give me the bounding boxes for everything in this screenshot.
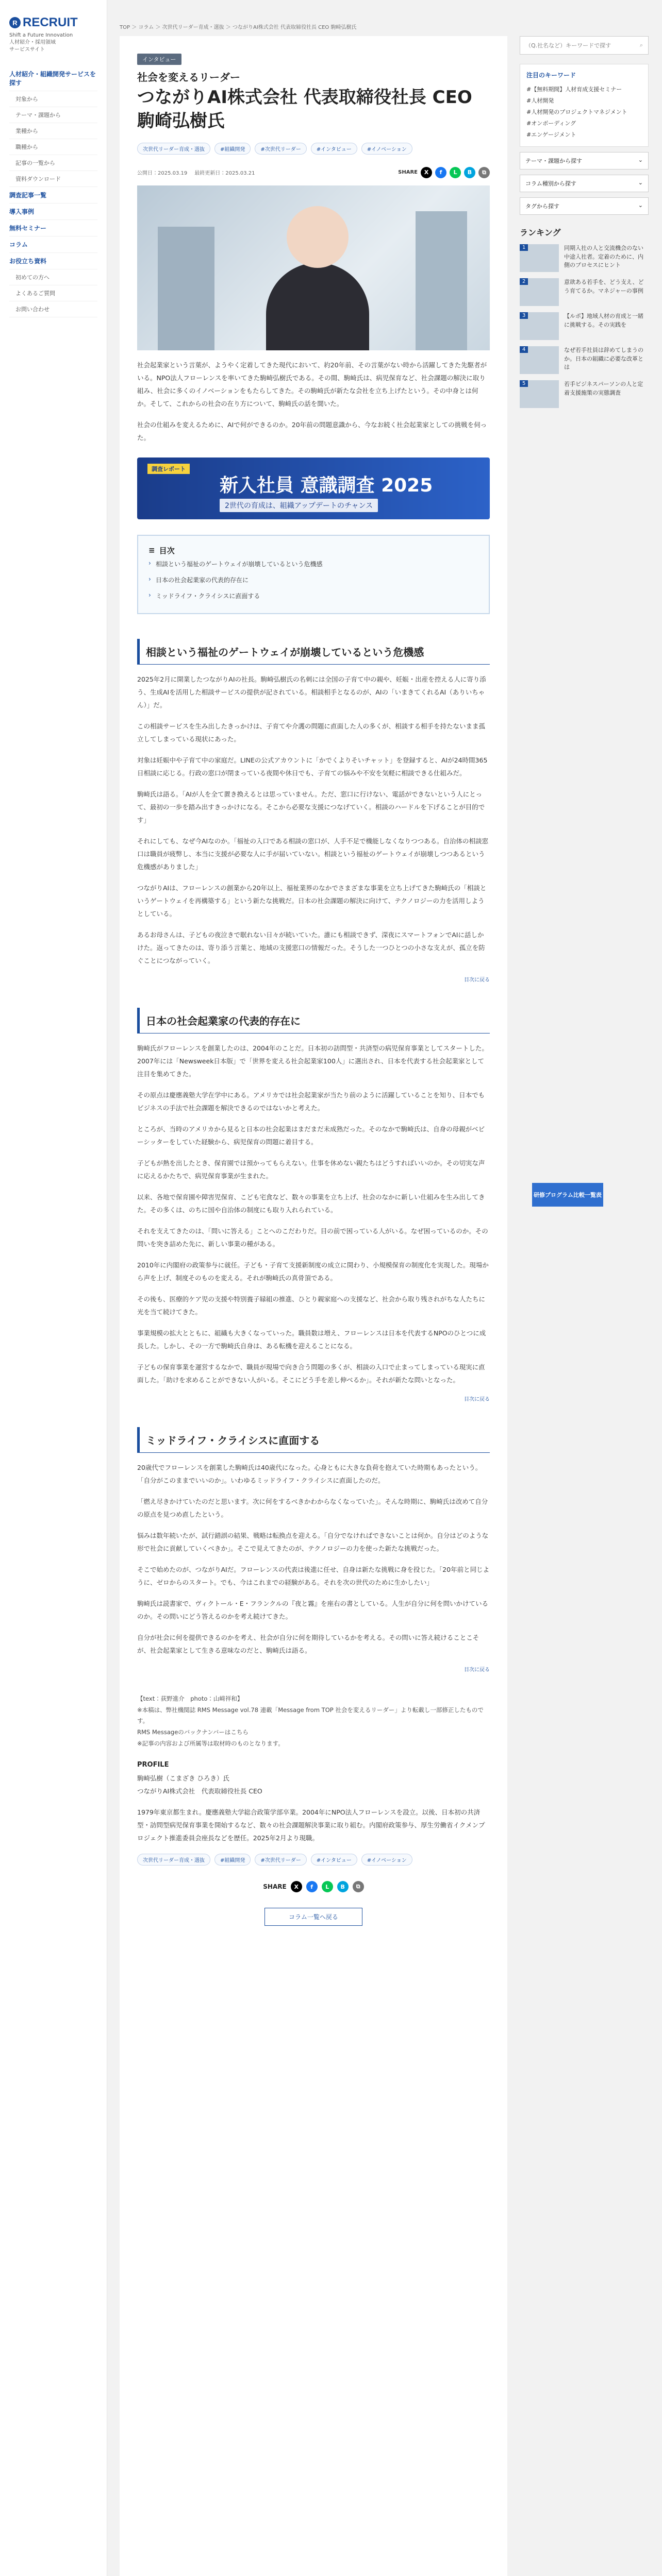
copy-link-icon[interactable]: ⧉ (478, 167, 490, 178)
paragraph: つながりAIは、フローレンスの創業から20年以上、福祉業界のなかでさまざまな事業を立ち上げてきた駒崎氏の「相談というゲートウェイを再構築する」という新たな挑戦だ。日本の社会課題の解決に向けて、テクノロジーの力を活用しようとしている。 (137, 884, 487, 918)
back-to-toc-link[interactable]: 目次に戻る (464, 1396, 490, 1402)
tag-chip[interactable]: 次世代リーダー育成・選抜 (137, 143, 210, 155)
tag-chip[interactable]: #次世代リーダー (255, 143, 306, 155)
bottom-chips (137, 1854, 490, 1866)
right-sidebar (520, 36, 649, 408)
paragraph: その後も、医療的ケア児の支援や特別養子縁組の推進、ひとり親家庭への支援など、社会から取り残されがちな人たちに光を当て続けてきた。 (137, 1295, 486, 1316)
sidebar-item[interactable]: 人材紹介・組織開発サービスを探す (9, 66, 97, 91)
paragraph: そこで始めたのが、つながりAIだ。フローレンスの代表は後進に任せ、自身は新たな挑戦に身を投じた。「20年前と同じように、ゼロからのスタート。でも、今はこれまでの経験がある。それを次の世代のために生かしたい」 (137, 1565, 490, 1586)
ranking-title-text: 同期入社の人と交流機会のない中途入社者。定着のために、内側のプロセスにヒント (564, 245, 643, 268)
sidebar (0, 0, 107, 2576)
section-1-body (137, 673, 490, 967)
filter-select-label: コラム種別から探す (525, 180, 576, 187)
hatena-share-icon[interactable]: B (464, 167, 475, 178)
ranking-title-text: 意欲ある若手を、どう支え、どう育てるか。マネジャーの事例 (564, 279, 644, 294)
toc-list (148, 556, 478, 604)
share-icons-top (398, 167, 490, 178)
paragraph: 子どもが熱を出したとき、保育園では預かってもらえない。仕事を休めない親たちはどうすればいいのか。その切実な声に応えるかたちで、病児保育事業が生まれた。 (137, 1159, 485, 1180)
paragraph: その原点は慶應義塾大学在学中にある。アメリカでは社会起業家が当たり前のように活躍していることを知り、日本でもビジネスの手法で社会課題を解決できるのではないかと考えた。 (137, 1091, 485, 1112)
sidebar-item[interactable]: 導入事例 (9, 204, 97, 220)
tag-chip[interactable]: #イノベーション (361, 1854, 412, 1866)
paragraph: 悩みは数年続いたが、試行錯誤の結果、戦略は転換点を迎える。「自分でなければできないことは何か。自分はどのような形で社会に貢献していくべきか」。そこで見えてきたのが、テクノロジーの力を使った新たな挑戦だった。 (137, 1531, 489, 1552)
sidebar-item[interactable]: 記事の一覧から (9, 155, 97, 171)
tag-chip[interactable]: 次世代リーダー育成・選抜 (137, 1854, 210, 1866)
hero-person-face (287, 206, 349, 268)
ranking-thumbnail (520, 346, 559, 374)
ranking-thumbnail (520, 380, 559, 408)
share-label: SHARE (398, 170, 418, 176)
chevron-down-icon: ⌄ (638, 157, 643, 163)
paragraph: 自分が社会に何を提供できるのかを考え、社会が自分に何を期待しているかを考える。その問いに答え続けることこそが、社会起業家として生きる意味なのだと、駒崎氏は語る。 (137, 1633, 479, 1654)
profile-body: 1979年東京都生まれ。慶應義塾大学総合政策学部卒業。2004年にNPO法人フローレンスを設立。以後、日本初の共済型・訪問型病児保育事業を開始するなど、数々の社会課題解決事業に取り組む。内閣府政策参与、厚生労働省イクメンプロジェクト推進委員会座長などを歴任。2025年2月より現職。 (137, 1808, 485, 1842)
paragraph: 20歳代でフローレンスを創業した駒崎氏は40歳代になった。心身ともに大きな負荷を抱えていた時期もあったという。「自分がこのままでいいのか」。いわゆるミッドライフ・クライシスに直面したのだ。 (137, 1463, 482, 1484)
profile-name: 駒崎弘樹（こまざき ひろき）氏 (137, 1774, 229, 1782)
share-bar-bottom (137, 1881, 490, 1892)
keyword-list (526, 83, 642, 140)
keyword-link[interactable]: #【無料期間】人材育成支援セミナー (526, 86, 622, 93)
tag-chip[interactable]: #次世代リーダー (255, 1854, 306, 1866)
paragraph: 駒崎氏がフローレンスを創業したのは、2004年のことだ。日本初の訪問型・共済型の病児保育事業としてスタートした。2007年には「Newsweek日本版」で「世界を変える社会起業家100人」に選出され、日本を代表する社会起業家として注目を集めてきた。 (137, 1044, 488, 1078)
tag-chip[interactable]: #イノベーション (361, 143, 412, 155)
section-3-body (137, 1461, 490, 1657)
floating-cta-button[interactable]: 研修プログラム比較一覧表 (532, 1183, 603, 1207)
tag-chip[interactable]: #組織開発 (214, 143, 251, 155)
filter-select-label: タグから探す (525, 203, 559, 210)
ranking-list (520, 244, 649, 408)
ranking-thumbnail (520, 244, 559, 272)
sidebar-nav (9, 66, 97, 317)
sidebar-item[interactable]: お問い合わせ (9, 301, 97, 317)
article-subtitle: 社会を変えるリーダー (137, 71, 240, 83)
ranking-item[interactable] (520, 346, 649, 374)
profile-heading: PROFILE (137, 1761, 169, 1769)
ranking-number: 4 (520, 346, 528, 353)
line-share-icon[interactable]: L (322, 1881, 333, 1892)
paragraph: 社会の仕組みを変えるために、AIで何ができるのか。20年前の問題意識から、今なお続く社会起業家としての挑戦を伺った。 (137, 420, 487, 442)
paragraph: 社会起業家という言葉が、ようやく定着してきた現代において、約20年前、その言葉がない時から活躍してきた先駆者がいる。NPO法人フローレンスを率いてきた駒崎弘樹氏である。その間、駒崎氏は、病児保育など、社会課題の解決に取り組み、社会に多くのイノベーションをもたらしてきた。その駒崎氏が新たな会社を立ち上げたという。その中身とは何か。そして、これからの社会の在り方について、駒崎氏の話を聞いた。 (137, 361, 487, 408)
sidebar-item[interactable]: 対象から (9, 91, 97, 107)
paragraph: 駒崎氏は読書家で、ヴィクトール・E・フランクルの『夜と霧』を座右の書としている。人生が自分に何を問いかけているのか。その問いにどう答えるのかを考え続けてきた。 (137, 1599, 489, 1620)
banner-badge: 調査レポート (147, 464, 190, 474)
sidebar-item[interactable]: 資料ダウンロード (9, 171, 97, 187)
ranking-number: 3 (520, 312, 528, 319)
ranking-number: 1 (520, 244, 528, 251)
paragraph: ところが、当時のアメリカから見ると日本の社会起業はまだまだ未成熟だった。そのなかで駒崎氏は、自身の母親がベビーシッターをしていた経験から、病児保育の問題に着目する。 (137, 1125, 485, 1146)
hero-building-right (416, 211, 467, 350)
ranking-title-text: 若手ビジネスパーソンの人と定着支援施策の実態調査 (564, 381, 643, 396)
ranking-number: 2 (520, 278, 528, 285)
filter-select[interactable] (520, 197, 649, 215)
hero-image (137, 185, 490, 350)
section-heading-1: 相談という福祉のゲートウェイが崩壊しているという危機感 (137, 639, 490, 665)
article (120, 36, 507, 2576)
keyword-link[interactable]: #人材開発のプロジェクトマネジメント (526, 109, 627, 115)
search-input[interactable] (525, 42, 640, 49)
paragraph: 駒崎氏は語る。「AIが人を全て置き換えるとは思っていません。ただ、窓口に行けない、電話ができないという人にとって、最初の一歩を踏み出すきっかけになる。そこから必要な支援につなげていく。相談のハードルを下げることが目的です」 (137, 790, 485, 824)
paragraph: この相談サービスを生み出したきっかけは、子育てや介護の問題に直面した人の多くが、相談する相手を持たないまま孤立してしまっている現状にあった。 (137, 722, 486, 743)
sidebar-item[interactable]: よくあるご質問 (9, 285, 97, 301)
hero-person-body (266, 263, 369, 350)
column-list-button[interactable]: コラム一覧へ戻る (264, 1908, 362, 1926)
back-to-toc-link[interactable]: 目次に戻る (464, 977, 490, 983)
banner-title: 新入社員 意識調査 2025 (220, 474, 433, 496)
filter-selects (520, 152, 649, 215)
article-meta (137, 167, 490, 178)
copy-link-icon[interactable]: ⧉ (353, 1881, 364, 1892)
sidebar-item[interactable]: お役立ち資料 (9, 253, 97, 269)
page-title: つながりAI株式会社 代表取締役社長 CEO 駒崎弘樹氏 (137, 87, 472, 131)
paragraph: 事業規模の拡大とともに、組織も大きくなっていった。職員数は増え、フローレンスは日本を代表するNPOのひとつに成長した。しかし、その一方で駒崎氏自身は、ある転機を迎えることになる。 (137, 1329, 486, 1350)
paragraph: 子どもの保育事業を運営するなかで、職員が現場で向き合う問題の多くが、相談の入口で止まってしまっている現実に直面した。「助けを求めることができない人がいる。そこにどう手を差し伸べるか」。それが新たな問いとなった。 (137, 1363, 485, 1384)
toc-item[interactable]: › 日本の社会起業家の代表的存在に (148, 572, 478, 588)
ranking-thumbnail (520, 278, 559, 306)
keyword-link[interactable]: #オンボーディング (526, 120, 576, 127)
article-credits: 【text：荻野進介 photo：山﨑祥和】 ※本稿は、弊社機関誌 RMS Message vol.78 連載「Message from TOP 社会を変えるリーダー」より転載し一部修正したものです。 RMS Messageのバックナンバーはこちら ※記事の内容および所属等は取材時のものとなります。 (137, 1694, 484, 1748)
section-heading-2: 日本の社会起業家の代表的存在に (137, 1008, 490, 1033)
ranking-item[interactable] (520, 278, 649, 306)
line-share-icon[interactable]: L (450, 167, 461, 178)
ranking-title: ランキング (520, 228, 561, 238)
ranking-item[interactable] (520, 312, 649, 340)
section-heading-3: ミッドライフ・クライシスに直面する (137, 1427, 490, 1453)
breadcrumb[interactable]: TOP ＞ コラム ＞ 次世代リーダー育成・選抜 ＞ つながりAI株式会社 代表取締役社長 CEO 駒崎弘樹氏 (120, 25, 357, 30)
hatena-share-icon[interactable]: B (337, 1881, 349, 1892)
article-chips (137, 143, 490, 155)
profile-role: つながりAI株式会社 代表取締役社長 CEO (137, 1787, 262, 1795)
toc-item[interactable]: › ミッドライフ・クライシスに直面する (148, 588, 478, 604)
keyword-link[interactable]: #エンゲージメント (526, 131, 576, 138)
paragraph: それを支えてきたのは、「問いに答える」ことへのこだわりだ。目の前で困っている人がいる。なぜ困っているのか。その問いを突き詰めた先に、新しい事業の種がある。 (137, 1227, 488, 1248)
search-box[interactable] (520, 36, 649, 55)
paragraph: それにしても、なぜ今AIなのか。「福祉の入口である相談の窓口が、人手不足で機能しなくなりつつある。自治体の相談窓口は職員が疲弊し、本当に支援が必要な人に手が届いていない。相談という福祉のゲートウェイが崩壊しつつあるという危機感がありました」 (137, 837, 488, 871)
toc-item[interactable]: › 相談という福祉のゲートウェイが崩壊しているという危機感 (148, 556, 478, 572)
section-2-body (137, 1042, 490, 1386)
search-icon[interactable]: ⌕ (639, 42, 643, 48)
paragraph: 2010年に内閣府の政策参与に就任。子ども・子育て支援新制度の成立に関わり、小規模保育の制度化を実現した。現場から声を上げ、制度そのものを変える。それが駒崎氏の真骨頂である。 (137, 1261, 489, 1282)
sidebar-item[interactable]: 無料セミナー (9, 220, 97, 236)
ranking-item[interactable] (520, 244, 649, 272)
hero-building-left (158, 227, 214, 350)
sidebar-item[interactable]: コラム (9, 236, 97, 253)
main-area (107, 0, 662, 2576)
ranking-thumbnail (520, 312, 559, 340)
toc-title (148, 545, 478, 556)
keyword-box (520, 64, 649, 147)
logo-mark-icon: R (9, 17, 21, 28)
chevron-down-icon: ⌄ (638, 202, 643, 209)
survey-banner[interactable] (137, 457, 490, 519)
table-of-contents (137, 535, 490, 614)
recruit-logo[interactable] (9, 15, 97, 30)
back-to-toc-link[interactable]: 目次に戻る (464, 1667, 490, 1673)
filter-select-label: テーマ・課題から探す (525, 158, 582, 164)
ranking-item[interactable] (520, 380, 649, 408)
sidebar-item[interactable]: 初めての方へ (9, 269, 97, 285)
ranking-number: 5 (520, 380, 528, 387)
sidebar-item[interactable]: 職種から (9, 139, 97, 155)
x-share-icon[interactable]: X (291, 1881, 302, 1892)
x-share-icon[interactable]: X (421, 167, 432, 178)
filter-select[interactable] (520, 152, 649, 170)
paragraph: 2025年2月に開業したつながりAIの社長。駒崎弘樹氏の名刺には全国の子育て中の親や、妊娠・出産を控える人に寄り添う、生成AIを活用した相談サービスの提供が記されている。相談相手となるのが、AIの「いまきてくれるAI（ありいちゃん）」だ。 (137, 675, 486, 709)
share-label-bottom: SHARE (263, 1883, 287, 1890)
paragraph: 「燃え尽きかけていたのだと思います。次に何をするべきかわからなくなっていた」。そんな時期に、駒崎氏は改めて自分の原点を見つめ直したという。 (137, 1497, 488, 1518)
sidebar-item[interactable]: 業種から (9, 123, 97, 139)
toc-title-text: 目次 (159, 546, 175, 555)
facebook-share-icon[interactable]: f (306, 1881, 318, 1892)
banner-sub: 2世代の育成は、組織アップデートのチャンス (220, 499, 378, 512)
keyword-link[interactable]: #人材開発 (526, 97, 554, 104)
paragraph: あるお母さんは、子どもの夜泣きで眠れない日々が続いていた。誰にも相談できず、深夜にスマートフォンでAIに話しかけた。返ってきたのは、寄り添う言葉と、地域の支援窓口の情報だった。そうした一つひとつの小さな支えが、孤立を防ぐことにつながっていく。 (137, 930, 485, 964)
logo-text: RECRUIT (23, 15, 78, 29)
logo-subtitle: Shift a Future Innovation 人材紹介・採用領域 サービスサイト (9, 32, 73, 53)
article-intro (137, 359, 490, 444)
keyword-title: 注目のキーワード (526, 72, 576, 79)
ranking-title-text: 【ルポ】地域人材の育成と一緒に挑戦する。その実践を (564, 313, 643, 328)
sidebar-item[interactable]: 調査記事一覧 (9, 187, 97, 204)
update-date: 最終更新日：2025.03.21 (194, 171, 255, 177)
tag-chip[interactable]: #インタビュー (311, 1854, 357, 1866)
paragraph: 以来、各地で保育園や障害児保育、こども宅食など、数々の事業を立ち上げ、社会のなかに新しい仕組みを生み出してきた。その多くは、のちに国や自治体の制度にも取り入れられている。 (137, 1193, 485, 1214)
filter-select[interactable] (520, 175, 649, 192)
publish-date: 公開日：2025.03.19 (137, 171, 188, 177)
chevron-down-icon: ⌄ (638, 179, 643, 186)
tag-chip[interactable]: #インタビュー (311, 143, 357, 155)
toc-icon: ≡ (148, 546, 155, 555)
facebook-share-icon[interactable]: f (435, 167, 446, 178)
sidebar-item[interactable]: テーマ・課題から (9, 107, 97, 123)
tag-chip[interactable]: #組織開発 (214, 1854, 251, 1866)
ranking-title-text: なぜ若手社員は辞めてしまうのか。日本の組織に必要な改革とは (564, 347, 643, 370)
paragraph: 対象は妊娠中や子育て中の家庭だ。LINEの公式アカウントに「かでくよりそいチャット」を登録すると、AIが24時間365日相談に応じる。行政の窓口が閉まっている夜間や休日でも、子育ての悩みや不安を気軽に相談できる仕組みだ。 (137, 756, 488, 777)
article-tag: インタビュー (137, 54, 181, 65)
